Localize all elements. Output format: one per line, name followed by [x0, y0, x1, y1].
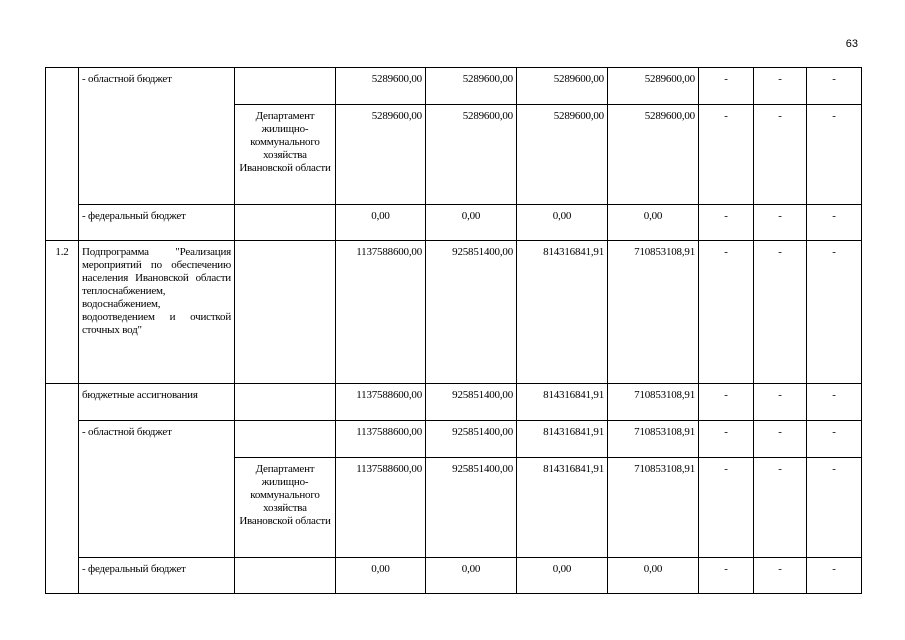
row-index: 1.2: [46, 241, 79, 384]
value-cell: 0,00: [608, 205, 699, 241]
dash-cell: -: [754, 205, 807, 241]
index-cell-empty: [46, 384, 79, 594]
dash-cell: -: [807, 205, 862, 241]
value-cell: 5289600,00: [336, 105, 426, 205]
executor-cell: Департамент жилищно-коммунального хозяйства Ивановской области: [235, 105, 336, 205]
budget-table: [45, 67, 862, 594]
value-cell: 925851400,00: [426, 421, 517, 458]
value-cell: 814316841,91: [517, 458, 608, 558]
dash-cell: -: [807, 105, 862, 205]
value-cell: 0,00: [426, 558, 517, 594]
index-cell-empty: [46, 68, 79, 241]
value-cell: 710853108,91: [608, 458, 699, 558]
dash-cell: -: [699, 241, 754, 384]
dash-cell: -: [754, 558, 807, 594]
dash-cell: -: [807, 458, 862, 558]
value-cell: 814316841,91: [517, 241, 608, 384]
value-cell: 925851400,00: [426, 384, 517, 421]
value-cell: 0,00: [608, 558, 699, 594]
value-cell: 5289600,00: [426, 105, 517, 205]
value-cell: 1137588600,00: [336, 384, 426, 421]
executor-cell: Департамент жилищно-коммунального хозяйства Ивановской области: [235, 458, 336, 558]
value-cell: 0,00: [426, 205, 517, 241]
dash-cell: -: [807, 68, 862, 105]
executor-cell-empty: [235, 384, 336, 421]
value-cell: 5289600,00: [608, 68, 699, 105]
value-cell: 1137588600,00: [336, 421, 426, 458]
value-cell: 710853108,91: [608, 241, 699, 384]
executor-cell-empty: [235, 241, 336, 384]
row-label: бюджетные ассигнования: [79, 384, 235, 421]
subprogram-title: Подпрограмма "Реализация мероприятий по обеспечению населения Ивановской области теплоснабжением, водоснабжением, водоотведением и очисткой сточных вод": [79, 241, 235, 384]
value-cell: 5289600,00: [517, 105, 608, 205]
dash-cell: -: [754, 105, 807, 205]
dash-cell: -: [699, 458, 754, 558]
executor-cell-empty: [235, 421, 336, 458]
executor-cell-empty: [235, 205, 336, 241]
dash-cell: -: [699, 68, 754, 105]
executor-cell-empty: [235, 558, 336, 594]
dash-cell: -: [754, 458, 807, 558]
page-number: 63: [845, 38, 858, 50]
value-cell: 1137588600,00: [336, 458, 426, 558]
row-label: - федеральный бюджет: [79, 205, 235, 241]
value-cell: 0,00: [517, 205, 608, 241]
executor-cell-empty: [235, 68, 336, 105]
value-cell: 5289600,00: [517, 68, 608, 105]
table-row: [46, 384, 862, 421]
table-row: [46, 421, 862, 458]
dash-cell: -: [754, 241, 807, 384]
row-label: - областной бюджет: [79, 68, 235, 205]
value-cell: 710853108,91: [608, 421, 699, 458]
dash-cell: -: [807, 384, 862, 421]
row-label: - федеральный бюджет: [79, 558, 235, 594]
table-row: [46, 241, 862, 384]
dash-cell: -: [807, 241, 862, 384]
dash-cell: -: [754, 421, 807, 458]
dash-cell: -: [754, 68, 807, 105]
dash-cell: -: [699, 205, 754, 241]
dash-cell: -: [699, 105, 754, 205]
value-cell: 5289600,00: [336, 68, 426, 105]
dash-cell: -: [807, 421, 862, 458]
dash-cell: -: [699, 421, 754, 458]
value-cell: 5289600,00: [608, 105, 699, 205]
dash-cell: -: [754, 384, 807, 421]
table-row: [46, 205, 862, 241]
value-cell: 0,00: [336, 558, 426, 594]
table-row: [46, 558, 862, 594]
dash-cell: -: [807, 558, 862, 594]
dash-cell: -: [699, 384, 754, 421]
row-label: - областной бюджет: [79, 421, 235, 558]
value-cell: 710853108,91: [608, 384, 699, 421]
value-cell: 814316841,91: [517, 384, 608, 421]
value-cell: 925851400,00: [426, 458, 517, 558]
dash-cell: -: [699, 558, 754, 594]
value-cell: 5289600,00: [426, 68, 517, 105]
value-cell: 0,00: [517, 558, 608, 594]
value-cell: 0,00: [336, 205, 426, 241]
value-cell: 814316841,91: [517, 421, 608, 458]
value-cell: 925851400,00: [426, 241, 517, 384]
table-row: [46, 68, 862, 105]
value-cell: 1137588600,00: [336, 241, 426, 384]
